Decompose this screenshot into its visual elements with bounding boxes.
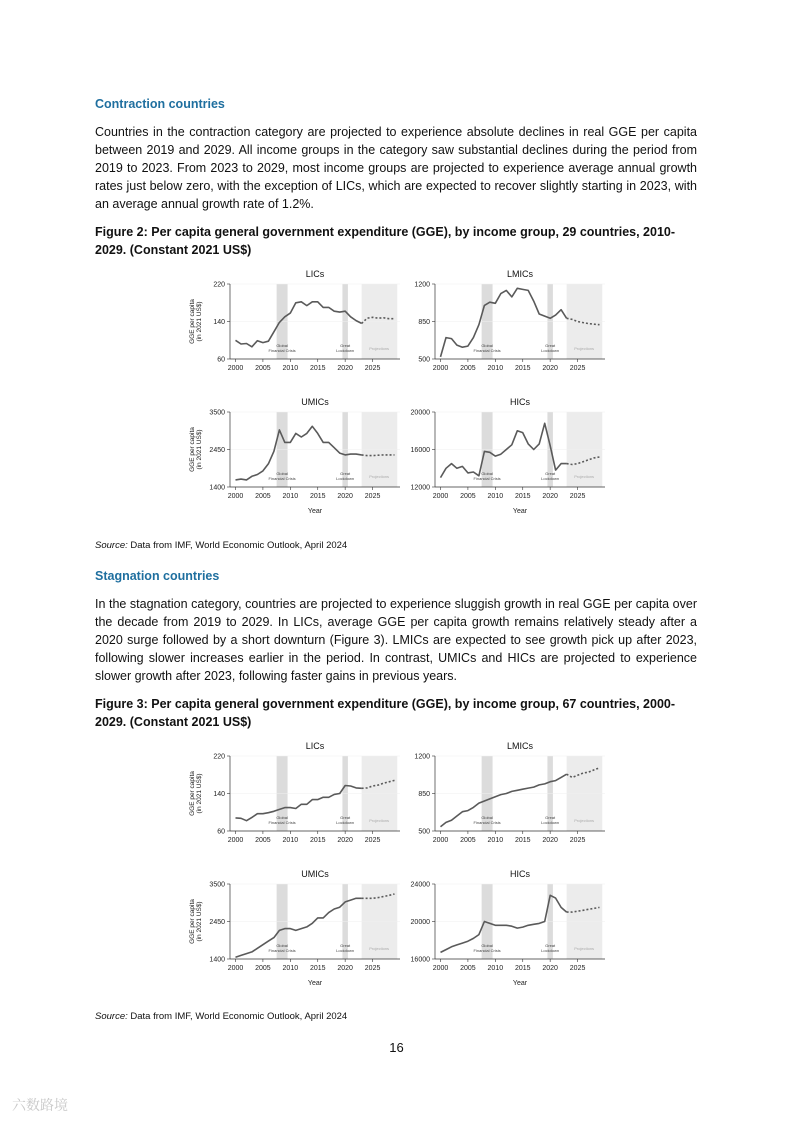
annotation-projections: Projections [574, 818, 595, 823]
x-tick-label: 2025 [569, 965, 586, 972]
y-tick-label: 3500 [209, 409, 225, 417]
annotation-lockdown: Lockdown [336, 476, 355, 481]
annotation-projections: Projections [574, 946, 595, 951]
annotation-gfc: Financial Crisis [473, 948, 501, 953]
x-tick-label: 2020 [337, 837, 353, 844]
panel-lmics [414, 741, 605, 844]
y-tick-label: 220 [213, 753, 225, 761]
source-text: Data from IMF, World Economic Outlook, April 2024 [130, 1011, 348, 1022]
section-heading-stagnation: Stagnation countries [95, 569, 220, 583]
annotation-gfc: Financial Crisis [473, 348, 501, 353]
y-tick-label: 500 [418, 828, 430, 836]
annotation-gfc: Financial Crisis [473, 820, 501, 825]
x-tick-label: 2005 [460, 365, 476, 372]
y-tick-label: 3500 [209, 881, 225, 889]
y-tick-label: 12000 [410, 484, 430, 492]
y-tick-label: 140 [213, 319, 225, 326]
annotation-lockdown: Lockdown [541, 476, 560, 481]
y-axis-label: GGE per capita [189, 427, 196, 472]
x-tick-label: 2015 [514, 837, 531, 844]
annotation-projections: Projections [369, 474, 390, 479]
x-tick-label: 2010 [487, 837, 504, 844]
source-text: Data from IMF, World Economic Outlook, April 2024 [130, 540, 348, 551]
figure-2-source [95, 540, 347, 551]
source-label: Source: [95, 1011, 128, 1022]
x-tick-label: 2010 [282, 493, 299, 500]
y-tick-label: 20000 [410, 919, 430, 926]
x-tick-label: 2000 [227, 365, 244, 372]
y-tick-label: 60 [217, 356, 225, 364]
watermark: 六数路境 [12, 1097, 68, 1113]
annotation-projections: Projections [574, 346, 595, 351]
x-axis-label: Year [512, 980, 528, 987]
section-heading-contraction: Contraction countries [95, 97, 225, 111]
x-tick-label: 2025 [569, 365, 586, 372]
annotation-lockdown: Great [340, 343, 351, 348]
annotation-gfc: Global [481, 943, 493, 948]
annotation-lockdown: Lockdown [541, 820, 560, 825]
x-tick-label: 2000 [432, 365, 449, 372]
annotation-lockdown: Great [340, 815, 351, 820]
x-tick-label: 2005 [255, 493, 271, 500]
annotation-lockdown: Great [545, 471, 556, 476]
source-label: Source: [95, 540, 128, 551]
x-tick-label: 2015 [309, 365, 326, 372]
x-tick-label: 2005 [460, 965, 476, 972]
panel-title: HICs [510, 869, 530, 879]
annotation-projections: Projections [369, 946, 390, 951]
x-tick-label: 2000 [432, 965, 449, 972]
annotation-gfc: Financial Crisis [268, 948, 296, 953]
annotation-projections: Projections [369, 346, 390, 351]
y-axis-label: GGE per capita [189, 299, 196, 344]
y-axis-label: GGE per capita [189, 899, 196, 944]
paragraph-contraction: Countries in the contraction category are projected to experience absolute declines in real GGE per capita between 2019 and 2029. All income groups in the category saw substantial declines during the period from 2019 to 2023. From 2023 to 2029, most income groups are projected to experience average annual growth rates just below zero, with the exception of LICs, which are expected to recover slightly starting in 2023, with an average annual growth rate of 1.2%. [95, 125, 697, 211]
paragraph-stagnation: In the stagnation category, countries are projected to experience sluggish growth in real GGE per capita over the decade from 2019 to 2029. In LICs, average GGE per capita growth remains relatively steady after a 2020 surge followed by a short downturn (Figure 3). LMICs are expected to see growth pick up after 2023, following slower increases earlier in the period. In contrast, UMICs and HICs are projected to experience slower growth after 2023, following faster gains in previous years. [95, 597, 697, 683]
y-axis-label: (in 2021 US$) [196, 429, 203, 470]
panel-title: LMICs [506, 269, 534, 279]
y-axis-label: (in 2021 US$) [196, 773, 203, 814]
annotation-lockdown: Great [545, 343, 556, 348]
x-tick-label: 2010 [282, 965, 299, 972]
x-tick-label: 2005 [460, 837, 476, 844]
x-tick-label: 2005 [255, 837, 271, 844]
x-tick-label: 2000 [432, 493, 449, 500]
x-tick-label: 2000 [227, 965, 244, 972]
figure-3-source [95, 1011, 347, 1022]
annotation-projections: Projections [574, 474, 595, 479]
y-tick-label: 1400 [209, 484, 225, 492]
annotation-lockdown: Great [340, 471, 351, 476]
x-tick-label: 2020 [542, 837, 558, 844]
annotation-gfc: Global [481, 471, 493, 476]
y-tick-label: 140 [213, 791, 225, 798]
y-tick-label: 850 [418, 319, 430, 326]
x-tick-label: 2015 [514, 965, 531, 972]
x-tick-label: 2015 [309, 837, 326, 844]
panel-title: HICs [510, 397, 530, 407]
y-tick-label: 2450 [209, 447, 225, 454]
figure-2-chart [175, 262, 615, 524]
x-tick-label: 2005 [255, 365, 271, 372]
x-tick-label: 2020 [542, 965, 558, 972]
x-tick-label: 2015 [309, 965, 326, 972]
figure-2-title: Figure 2: Per capita general government expenditure (GGE), by income group, 29 countries, 2010-2029. (Constant 2021 US$) [95, 225, 676, 257]
annotation-lockdown: Great [545, 943, 556, 948]
annotation-gfc: Global [481, 815, 493, 820]
x-tick-label: 2000 [227, 837, 244, 844]
y-tick-label: 500 [418, 356, 430, 364]
x-axis-label: Year [307, 980, 323, 987]
y-axis-label: (in 2021 US$) [196, 301, 203, 342]
annotation-gfc: Financial Crisis [268, 820, 296, 825]
x-tick-label: 2025 [569, 837, 586, 844]
figure-3-chart [175, 734, 615, 996]
y-axis-label: (in 2021 US$) [196, 901, 203, 942]
annotation-gfc: Financial Crisis [268, 348, 296, 353]
annotation-lockdown: Lockdown [541, 348, 560, 353]
annotation-gfc: Global [481, 343, 493, 348]
x-tick-label: 2020 [542, 493, 558, 500]
x-tick-label: 2010 [282, 365, 299, 372]
series-line-projection [362, 455, 395, 456]
annotation-lockdown: Great [545, 815, 556, 820]
figure-3-title: Figure 3: Per capita general government expenditure (GGE), by income group, 67 countries, 2000-2029. (Constant 2021 US$) [95, 697, 676, 729]
x-tick-label: 2025 [364, 837, 381, 844]
annotation-gfc: Financial Crisis [268, 476, 296, 481]
panel-umics [189, 869, 400, 987]
x-axis-label: Year [307, 508, 323, 515]
x-tick-label: 2020 [337, 493, 353, 500]
panel-hics [411, 869, 605, 987]
x-tick-label: 2025 [569, 493, 586, 500]
y-tick-label: 1200 [414, 753, 430, 761]
y-axis-label: GGE per capita [189, 771, 196, 816]
annotation-gfc: Global [276, 815, 288, 820]
panel-lics [189, 269, 400, 372]
page-number: 16 [389, 1040, 404, 1055]
annotation-lockdown: Lockdown [541, 948, 560, 953]
panel-title: UMICs [301, 869, 329, 879]
x-tick-label: 2005 [460, 493, 476, 500]
annotation-lockdown: Great [340, 943, 351, 948]
x-tick-label: 2010 [487, 493, 504, 500]
annotation-gfc: Global [276, 343, 288, 348]
y-tick-label: 220 [213, 281, 225, 289]
annotation-gfc: Financial Crisis [473, 476, 501, 481]
x-tick-label: 2015 [514, 493, 531, 500]
y-tick-label: 850 [418, 791, 430, 798]
x-tick-label: 2020 [542, 365, 558, 372]
y-tick-label: 60 [217, 828, 225, 836]
panel-lmics [414, 269, 605, 372]
y-tick-label: 20000 [410, 409, 430, 417]
annotation-lockdown: Lockdown [336, 820, 355, 825]
x-tick-label: 2015 [514, 365, 531, 372]
panel-title: LICs [305, 741, 325, 751]
annotation-projections: Projections [369, 818, 390, 823]
x-tick-label: 2000 [227, 493, 244, 500]
annotation-lockdown: Lockdown [336, 348, 355, 353]
annotation-gfc: Global [276, 943, 288, 948]
x-axis-label: Year [512, 508, 528, 515]
x-tick-label: 2000 [432, 837, 449, 844]
y-tick-label: 2450 [209, 919, 225, 926]
annotation-gfc: Global [276, 471, 288, 476]
x-tick-label: 2015 [309, 493, 326, 500]
y-tick-label: 16000 [410, 956, 430, 964]
panel-title: LMICs [506, 741, 534, 751]
panel-hics [411, 397, 605, 515]
x-tick-label: 2025 [364, 365, 381, 372]
x-tick-label: 2020 [337, 365, 353, 372]
panel-lics [189, 741, 400, 844]
panel-umics [189, 397, 400, 515]
x-tick-label: 2010 [487, 965, 504, 972]
x-tick-label: 2025 [364, 965, 381, 972]
x-tick-label: 2010 [282, 837, 299, 844]
panel-title: LICs [305, 269, 325, 279]
x-tick-label: 2010 [487, 365, 504, 372]
x-tick-label: 2005 [255, 965, 271, 972]
y-tick-label: 24000 [410, 881, 430, 889]
y-tick-label: 16000 [410, 447, 430, 454]
y-tick-label: 1400 [209, 956, 225, 964]
annotation-lockdown: Lockdown [336, 948, 355, 953]
panel-title: UMICs [301, 397, 329, 407]
y-tick-label: 1200 [414, 281, 430, 289]
x-tick-label: 2020 [337, 965, 353, 972]
x-tick-label: 2025 [364, 493, 381, 500]
